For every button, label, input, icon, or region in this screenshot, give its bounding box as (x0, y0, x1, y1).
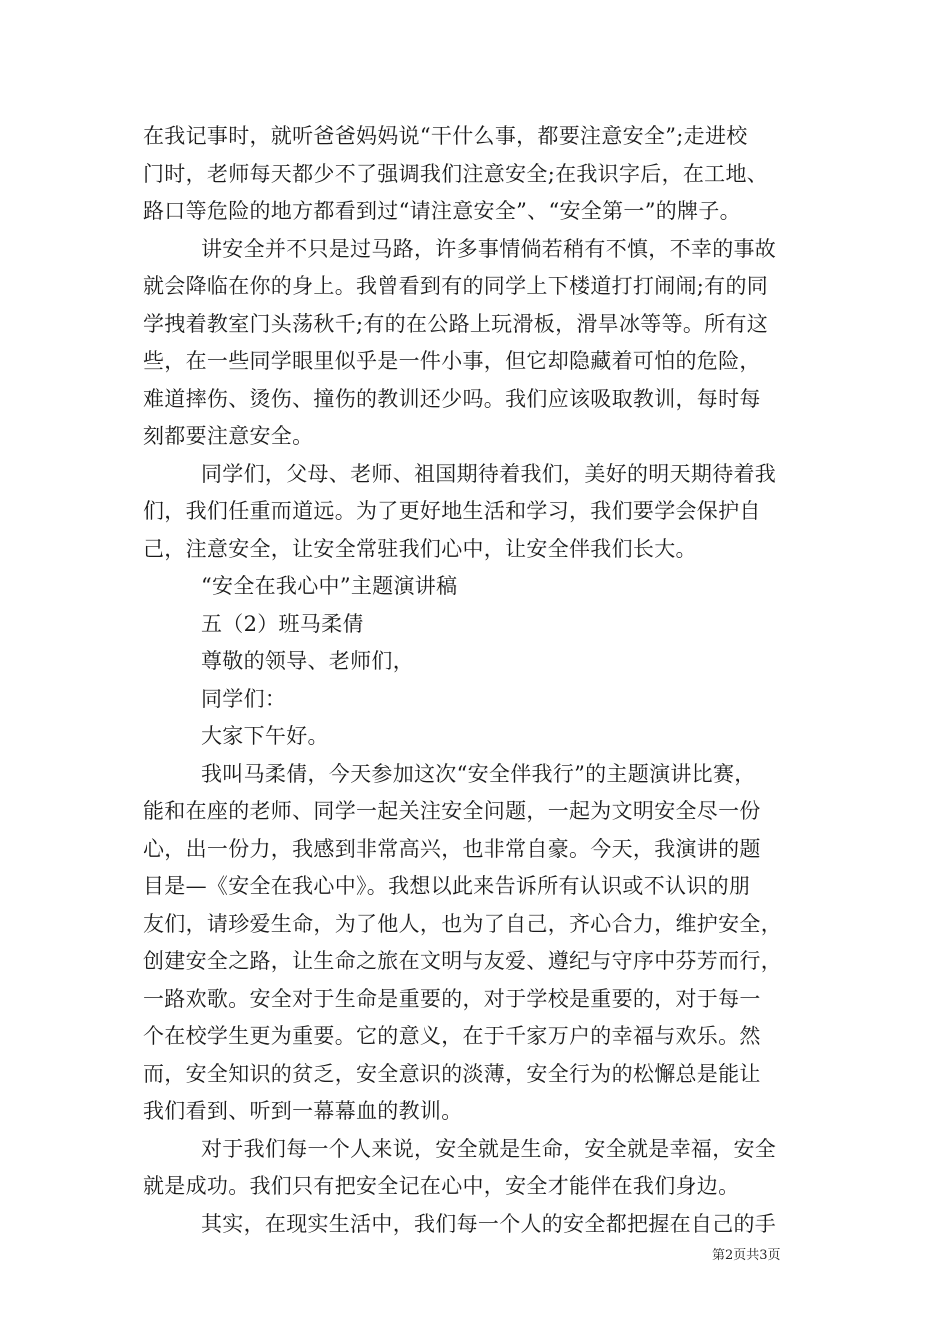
text-line: 路口等危险的地方都看到过“请注意安全”、“安全第一”的牌子。 (143, 199, 741, 223)
text-line: 对于我们每一个人来说，安全就是生命，安全就是幸福，安全 (201, 1136, 777, 1161)
text-line: 门时，老师每天都少不了强调我们注意安全;在我识字后，在工地、 (143, 161, 769, 186)
text-line: 心，出一份力，我感到非常高兴，也非常自豪。今天，我演讲的题 (143, 836, 761, 861)
text-line: 而，安全知识的贫乏，安全意识的淡薄，安全行为的松懈总是能让 (143, 1061, 761, 1086)
text-line: 就是成功。我们只有把安全记在心中，安全才能伴在我们身边。 (143, 1174, 740, 1198)
text-line: 五（2）班马柔倩 (201, 611, 364, 636)
text-line: 就会降临在你的身上。我曾看到有的同学上下楼道打打闹闹;有的同 (143, 274, 769, 298)
text-line: 同学们： (201, 686, 287, 711)
text-line: 目是—《安全在我心中》。我想以此来告诉所有认识或不认识的朋 (143, 874, 751, 898)
text-line: 能和在座的老师、同学一起关注安全问题，一起为文明安全尽一份 (143, 799, 761, 823)
text-line: 在我记事时，就听爸爸妈妈说“干什么事，都要注意安全”;走进校 (143, 124, 748, 148)
text-line: 难道摔伤、烫伤、撞伤的教训还少吗。我们应该吸取教训，每时每 (143, 386, 761, 411)
text-line: 学拽着教室门头荡秋千;有的在公路上玩滑板，滑旱冰等等。所有这 (143, 311, 769, 336)
text-line: 们，我们任重而道远。为了更好地生活和学习，我们要学会保护自 (143, 499, 761, 523)
text-line: 尊敬的领导、老师们， (201, 649, 414, 673)
text-line: 一路欢歌。安全对于生命是重要的，对于学校是重要的，对于每一 (143, 986, 761, 1011)
text-line: 个在校学生更为重要。它的意义，在于千家万户的幸福与欢乐。然 (143, 1024, 761, 1048)
text-line: 些，在一些同学眼里似乎是一件小事，但它却隐藏着可怕的危险， (143, 349, 761, 373)
text-line: 刻都要注意安全。 (143, 424, 314, 448)
document-body (143, 118, 807, 1243)
text-line: 同学们，父母、老师、祖国期待着我们，美好的明天期待着我 (201, 461, 777, 486)
text-line: 友们，请珍爱生命，为了他人，也为了自己，齐心合力，维护安全， (143, 911, 782, 936)
page-number-footer: 第2页共3页 (712, 1248, 781, 1263)
text-line: 讲安全并不只是过马路，许多事情倘若稍有不慎，不幸的事故 (201, 236, 777, 261)
text-line: 其实，在现实生活中，我们每一个人的安全都把握在自己的手 (201, 1211, 777, 1236)
text-line: 己，注意安全，让安全常驻我们心中，让安全伴我们长大。 (143, 536, 697, 561)
text-line: 大家下午好。 (201, 724, 329, 748)
text-line: 创建安全之路，让生命之旅在文明与友爱、遵纪与守序中芬芳而行， (143, 949, 782, 973)
text-line: 我们看到、听到一幕幕血的教训。 (143, 1099, 463, 1123)
text-line: “安全在我心中”主题演讲稿 (201, 574, 458, 598)
text-line: 我叫马柔倩，今天参加这次“安全伴我行”的主题演讲比赛， (201, 761, 756, 786)
